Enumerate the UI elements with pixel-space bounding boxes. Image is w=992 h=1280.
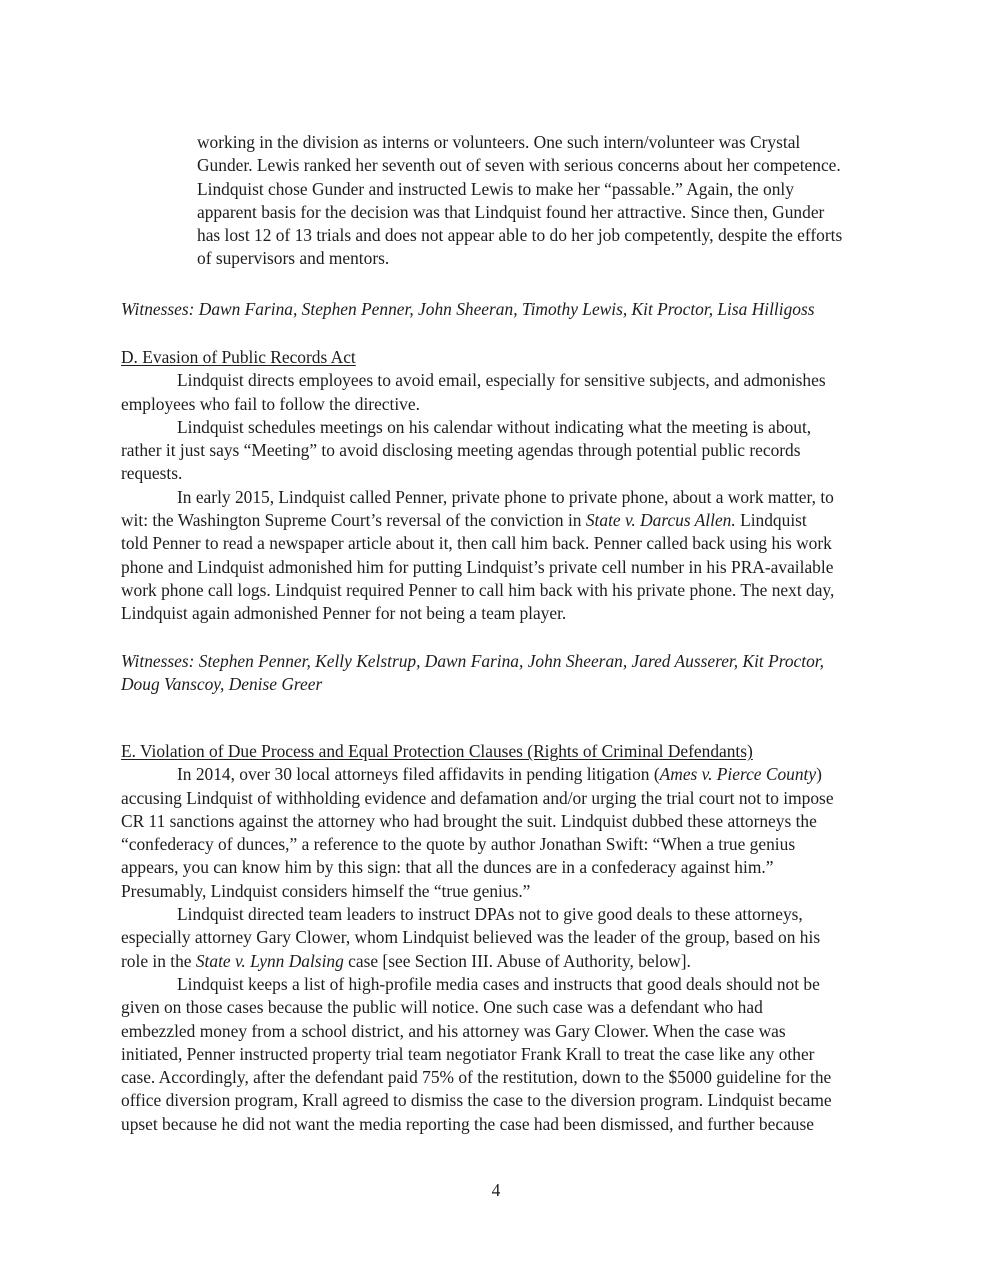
text-line: accusing Lindquist of withholding evidence and defamation and/or urging the trial court not to impose [121, 787, 834, 808]
text-run: ) [816, 764, 822, 785]
text-line: phone and Lindquist admonished him for putting Lindquist’s private cell number in his PRA-available [121, 556, 834, 577]
text-run: wit: the Washington Supreme Court’s reversal of the conviction in [121, 510, 586, 531]
intro-paragraph [197, 131, 897, 271]
text-run: case [see Section III. Abuse of Authority, below]. [343, 950, 691, 971]
text-line: case. Accordingly, after the defendant paid 75% of the restitution, down to the $5000 guideline for the [121, 1067, 832, 1088]
text-line: given on those cases because the public will notice. One such case was a defendant who had [121, 997, 763, 1018]
text-line [121, 509, 891, 532]
text-line: Lindquist directed team leaders to instruct DPAs not to give good deals to these attorneys, [177, 904, 803, 925]
text-line: Gunder. Lewis ranked her seventh out of seven with serious concerns about her competence. [197, 155, 841, 176]
section-heading: E. Violation of Due Process and Equal Protection Clauses (Rights of Criminal Defendants) [121, 741, 753, 761]
witnesses-line: Witnesses: Stephen Penner, Kelly Kelstrup, Dawn Farina, John Sheeran, Jared Ausserer, Kit Proctor, [121, 651, 824, 671]
case-name: State v. Lynn Dalsing [195, 950, 344, 971]
text-line: rather it just says “Meeting” to avoid disclosing meeting agendas through potential public records [121, 440, 801, 461]
case-name: State v. Darcus Allen. [585, 510, 736, 531]
text-line: work phone call logs. Lindquist required Penner to call him back with his private phone. The next day, [121, 579, 835, 600]
section-e [121, 740, 891, 1136]
text-line: embezzled money from a school district, and his attorney was Gary Clower. When the case was [121, 1020, 786, 1041]
text-line: of supervisors and mentors. [197, 248, 390, 269]
text-run: role in the [121, 950, 196, 971]
text-line: especially attorney Gary Clower, whom Lindquist believed was the leader of the group, based on his [121, 927, 821, 948]
text-line: “confederacy of dunces,” a reference to the quote by author Jonathan Swift: “When a true genius [121, 834, 796, 855]
section-d [121, 346, 891, 626]
text-line [121, 950, 891, 973]
text-line: requests. [121, 463, 183, 484]
text-line [121, 763, 891, 786]
witnesses-list [121, 298, 901, 321]
witnesses-list [121, 650, 901, 697]
text-line: told Penner to read a newspaper article about it, then call him back. Penner called back using his work [121, 533, 832, 554]
section-heading: D. Evasion of Public Records Act [121, 347, 356, 367]
witnesses-line: Doug Vanscoy, Denise Greer [121, 674, 323, 695]
text-run: Lindquist [735, 510, 807, 531]
text-line: Lindquist chose Gunder and instructed Lewis to make her “passable.” Again, the only [197, 178, 794, 199]
text-run: In 2014, over 30 local attorneys filed affidavits in pending litigation ( [177, 764, 660, 785]
text-line: initiated, Penner instructed property trial team negotiator Frank Krall to treat the case like any other [121, 1043, 815, 1064]
text-line: appears, you can know him by this sign: that all the dunces are in a confederacy against him.” [121, 857, 774, 878]
text-line: employees who fail to follow the directive. [121, 393, 420, 414]
text-line: working in the division as interns or volunteers. One such intern/volunteer was Crystal [197, 132, 801, 152]
page-number: 4 [491, 1180, 501, 1200]
text-line: upset because he did not want the media reporting the case had been dismissed, and further because [121, 1113, 814, 1134]
text-line: office diversion program, Krall agreed to dismiss the case to the diversion program. Lindquist became [121, 1090, 832, 1111]
text-line: Lindquist again admonished Penner for not being a team player. [121, 603, 567, 624]
text-line: Lindquist keeps a list of high-profile media cases and instructs that good deals should not be [177, 973, 820, 994]
text-line: CR 11 sanctions against the attorney who had brought the suit. Lindquist dubbed these attorneys the [121, 810, 817, 831]
text-line: In early 2015, Lindquist called Penner, private phone to private phone, about a work matter, to [177, 486, 834, 507]
case-name: Ames v. Pierce County [659, 764, 817, 785]
text-line: Presumably, Lindquist considers himself the “true genius.” [121, 880, 531, 901]
text-line: has lost 12 of 13 trials and does not appear able to do her job competently, despite the efforts [197, 225, 843, 246]
text-line: apparent basis for the decision was that Lindquist found her attractive. Since then, Gunder [197, 201, 825, 222]
witnesses-line: Witnesses: Dawn Farina, Stephen Penner, John Sheeran, Timothy Lewis, Kit Proctor, Lisa Hilligoss [121, 299, 815, 319]
text-line: Lindquist directs employees to avoid email, especially for sensitive subjects, and admonishes [177, 370, 826, 391]
text-line: Lindquist schedules meetings on his calendar without indicating what the meeting is about, [177, 416, 812, 437]
